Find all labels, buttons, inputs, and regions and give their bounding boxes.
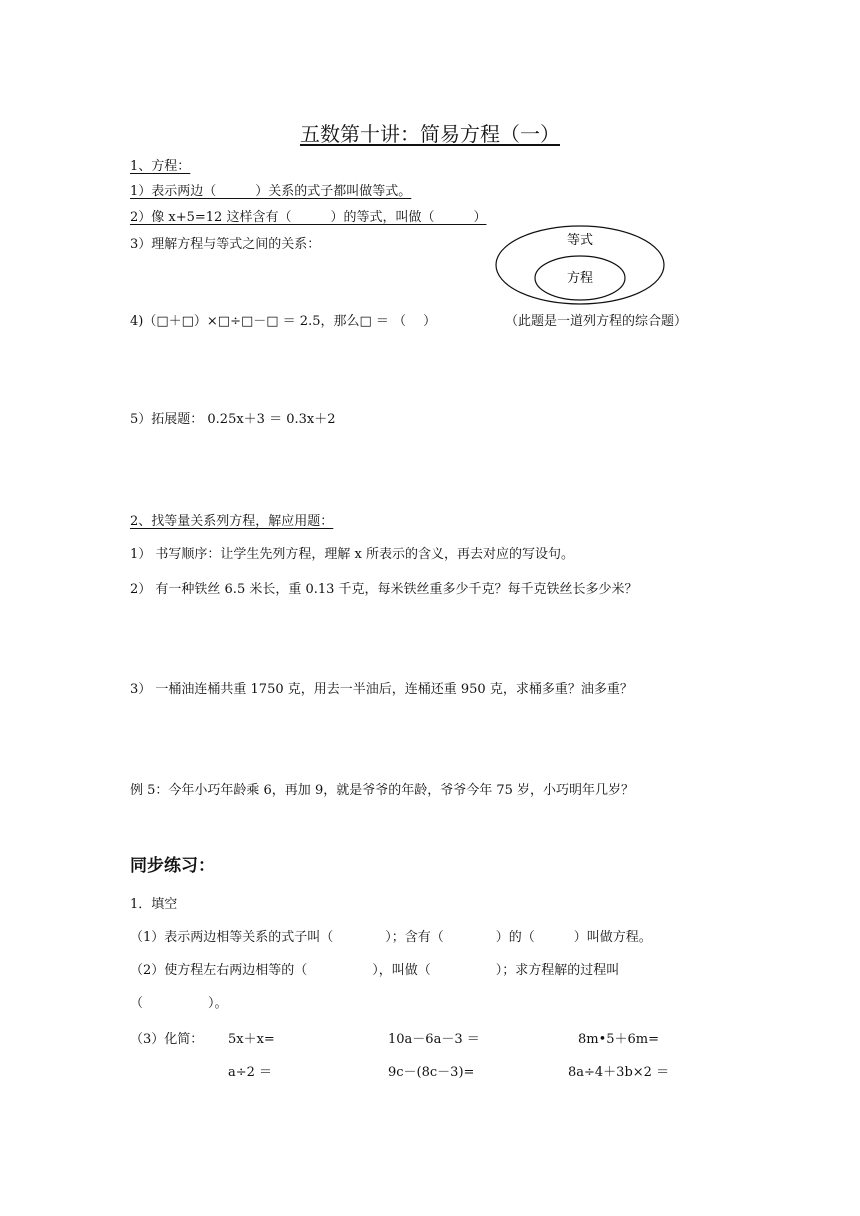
q3-expr: a÷2 ＝ bbox=[228, 1065, 273, 1080]
practice-heading: 同步练习： bbox=[130, 856, 215, 876]
venn-inner-label: 方程 bbox=[566, 271, 594, 286]
venn-diagram bbox=[494, 224, 666, 306]
section1-item2: 2）像 x+5=12 这样含有（ ）的等式，叫做（ ） bbox=[130, 210, 487, 225]
q3-label: （3）化简： bbox=[130, 1032, 204, 1047]
fill-title: 1．填空 bbox=[130, 897, 178, 912]
section2-heading: 2、找等量关系列方程，解应用题： bbox=[130, 514, 334, 529]
section2-item1: 1） 书写顺序：让学生先列方程，理解 x 所表示的含义，再去对应的写设句。 bbox=[130, 547, 574, 562]
q3-expr: 5x＋x= bbox=[228, 1032, 275, 1047]
section1-item5: 5）拓展题： 0.25x＋3 ＝ 0.3x＋2 bbox=[130, 412, 336, 427]
section2-item3: 3） 一桶油连桶共重 1750 克，用去一半油后，连桶还重 950 克，求桶多重？油多重？ bbox=[130, 682, 633, 697]
venn-outer-label: 等式 bbox=[566, 233, 594, 248]
q3-expr: 9c－(8c－3)= bbox=[388, 1065, 475, 1080]
section2-item2: 2） 有一种铁丝 6.5 米长，重 0.13 千克，每米铁丝重多少千克？每千克铁丝长多少米？ bbox=[130, 582, 638, 597]
section1-item4-expr: 4)（□＋□）×□÷□－□ ＝ 2.5，那么□ ＝ （ ） bbox=[130, 314, 437, 329]
section1-item4-note: （此题是一道列方程的综合题） bbox=[505, 314, 688, 329]
practice-q2-line1: （2）使方程左右两边相等的（ ），叫做（ ）；求方程解的过程叫 bbox=[130, 963, 620, 978]
section1-heading: 1、方程： bbox=[130, 159, 191, 174]
page-title: 五数第十讲：简易方程（一） bbox=[300, 122, 560, 146]
practice-q1: （1）表示两边相等关系的式子叫（ ）；含有（ ）的（ ）叫做方程。 bbox=[130, 930, 652, 945]
section1-item3: 3）理解方程与等式之间的关系： bbox=[130, 237, 321, 252]
q3-expr: 8a÷4＋3b×2 ＝ bbox=[568, 1065, 670, 1080]
example-5: 例 5：今年小巧年龄乘 6，再加 9，就是爷爷的年龄，爷爷今年 75 岁，小巧明年几岁？ bbox=[130, 783, 635, 798]
q3-expr: 8m•5＋6m= bbox=[578, 1032, 660, 1047]
section1-item1: 1）表示两边（ ）关系的式子都叫做等式。 bbox=[130, 184, 412, 199]
practice-q2-line2: （ ）。 bbox=[130, 996, 228, 1011]
q3-expr: 10a－6a－3 ＝ bbox=[388, 1032, 480, 1047]
